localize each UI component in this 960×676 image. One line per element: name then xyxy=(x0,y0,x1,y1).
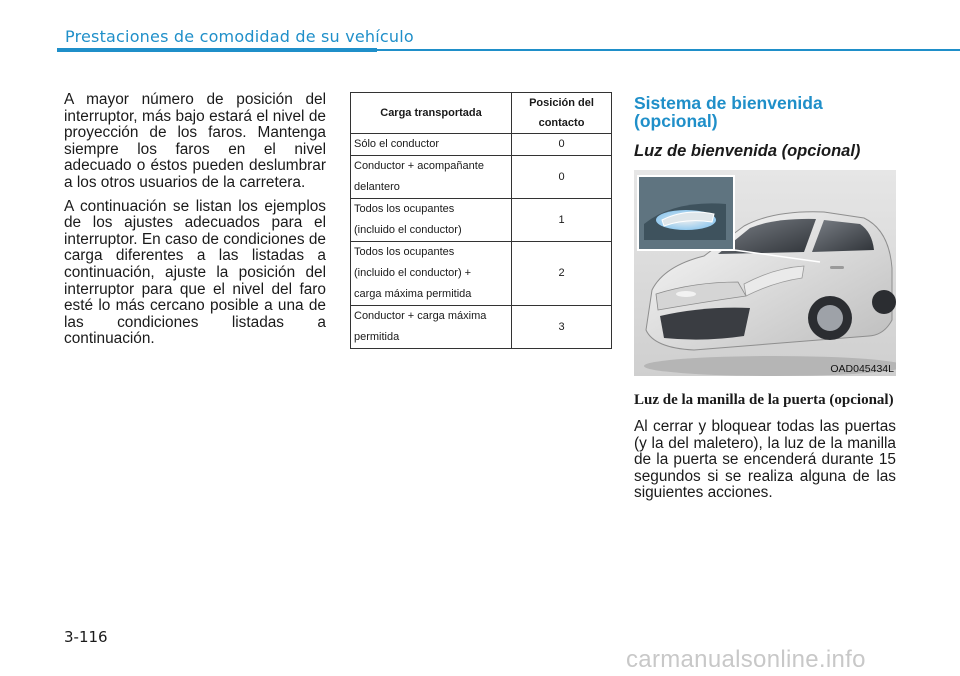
door-handle-light-text: Al cerrar y bloquear todas las puertas (y la del maletero), la luz de la manilla de la puerta se encenderá durante 15 segundos si se realiza alguna de las siguientes acciones. xyxy=(634,418,896,502)
right-column xyxy=(634,94,896,509)
cell-load-line: (incluido el conductor) + xyxy=(354,267,472,279)
cell-position: 0 xyxy=(512,134,612,156)
cell-load xyxy=(351,242,512,306)
cell-position: 3 xyxy=(512,306,612,349)
cell-load xyxy=(351,306,512,349)
cell-load-line: carga máxima permitida xyxy=(354,288,472,300)
cell-load-line: Conductor + carga máxima xyxy=(354,310,487,322)
cell-load-line: Conductor + acompañante xyxy=(354,160,484,172)
cell-position: 0 xyxy=(512,156,612,199)
cell-load-line: Sólo el conductor xyxy=(354,138,439,150)
car-illustration xyxy=(634,170,896,376)
subsection-title: Luz de bienvenida (opcional) xyxy=(634,142,861,160)
section-title: Sistema de bienvenida (opcional) xyxy=(634,93,823,131)
cell-load-line: permitida xyxy=(354,331,400,343)
figure-code: OAD045434L xyxy=(830,363,894,375)
cell-load xyxy=(351,134,512,156)
section-header-title: Prestaciones de comodidad de su vehículo xyxy=(65,27,414,46)
cell-position: 2 xyxy=(512,242,612,306)
table-row xyxy=(351,156,612,199)
table-row xyxy=(351,242,612,306)
header-accent-bar xyxy=(57,48,377,52)
table-body xyxy=(351,134,612,349)
cell-load-line: delantero xyxy=(354,181,400,193)
header-rule xyxy=(377,49,960,51)
cell-load-line: Todos los ocupantes xyxy=(354,246,455,258)
table-row xyxy=(351,199,612,242)
header-position: Posición del contacto xyxy=(512,93,612,134)
paragraph-level-warning: A mayor número de posición del interruptor, más bajo estará el nivel de proyección de los faros. Mantenga siempre los faros en el nivel adecuado o éstos pueden deslumbrar a los otros usuarios de la carretera. xyxy=(64,91,326,191)
table-row xyxy=(351,134,612,156)
cell-load xyxy=(351,156,512,199)
paragraph-adjust-examples: A continuación se listan los ejemplos de los ajustes adecuados para el interruptor. En caso de condiciones de carga diferentes a las listadas a continuación, ajuste la posición del interruptor para que el nivel del faro esté lo más cercano posible a una de las condiciones listadas a continuación. xyxy=(64,197,326,348)
load-position-table xyxy=(350,92,612,349)
page-number: 3-116 xyxy=(64,628,108,646)
car-welcome-light-illustration xyxy=(634,170,896,376)
table-header-row xyxy=(351,93,612,134)
cell-load-line: (incluido el conductor) xyxy=(354,224,462,236)
watermark: carmanualsonline.info xyxy=(626,646,866,673)
left-column xyxy=(64,92,326,355)
cell-position: 1 xyxy=(512,199,612,242)
table-row xyxy=(351,306,612,349)
cell-load xyxy=(351,199,512,242)
cell-load-line: Todos los ocupantes xyxy=(354,203,455,215)
header-load: Carga transportada xyxy=(351,93,512,134)
door-handle-light-title: Luz de la manilla de la puerta (opcional) xyxy=(634,392,894,408)
